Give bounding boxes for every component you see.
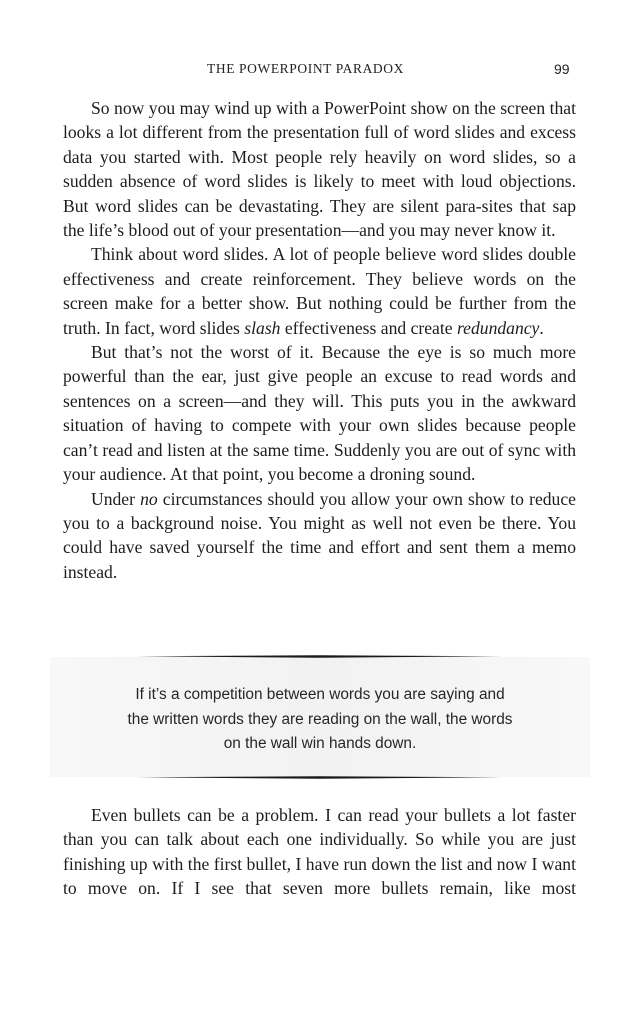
line: with your audience. At that point, you become a droning sound. — [63, 439, 576, 485]
line: I want to move on. If I see that seven more bullets remain, like most — [63, 853, 576, 899]
line: powerful than the ear, just give people an excuse to read words and — [63, 366, 576, 387]
emphasis: no — [140, 488, 158, 509]
pull-quote-line: on the wall win hands down. — [223, 735, 417, 753]
line: on the screen make for a better show. But nothing could be further — [63, 268, 576, 314]
line: can’t read and listen at the same time. Suddenly you are out of sync — [63, 439, 541, 460]
body-text-upper — [63, 96, 576, 584]
line: Under — [91, 488, 141, 509]
emphasis: slash — [244, 317, 281, 338]
pull-quote-top-rule — [136, 654, 502, 659]
line: never know it. — [454, 220, 556, 241]
line: and excess data you started with. Most people rely heavily on word — [63, 122, 576, 167]
running-title: THE POWERPOINT PARADOX — [207, 61, 404, 76]
pull-quote-bottom-rule — [136, 775, 502, 780]
line: slides, so a sudden absence of word slides is likely to meet with loud — [63, 146, 576, 192]
paragraph-4 — [63, 487, 576, 585]
line: from the truth. In fact, word slides — [63, 293, 577, 338]
paragraph-3 — [63, 340, 576, 486]
line: sites that sap the life’s blood out of your presentation—and you may — [63, 195, 577, 241]
paragraph-5 — [63, 803, 576, 901]
ornamental-rule-icon — [136, 775, 502, 780]
pull-quote-text — [50, 683, 590, 757]
line: sentences on a screen—and they will. This puts you in the awkward — [63, 390, 576, 411]
line: that looks a lot different from the presentation full of word slides — [63, 98, 576, 143]
line: circumstances should you allow your own show to — [157, 488, 524, 509]
running-header — [0, 61, 638, 81]
line: objections. But word slides can be devastating. They are silent para- — [63, 171, 576, 216]
pull-quote-line: the written words they are reading on the wall, the words — [127, 710, 513, 728]
line: reduce you to a background noise. You might as well not even be — [63, 488, 576, 533]
pull-quote-line: If it’s a competition between words you are saying and — [135, 686, 505, 703]
line: effectiveness and create — [280, 317, 453, 338]
line: double effectiveness and create reinforcement. They believe words — [63, 244, 576, 289]
body-text-lower — [63, 803, 576, 901]
line: than you can talk about each one individually. So while you are just — [63, 829, 576, 850]
line: them a memo instead. — [63, 537, 577, 582]
emphasis: redundancy — [456, 317, 540, 338]
line: finishing up with the first bullet, I have run down the list and now — [63, 853, 527, 874]
paragraph-1 — [63, 96, 576, 242]
line: So now you may wind up with a PowerPoint show on the screen — [91, 98, 546, 118]
paragraph-2 — [63, 242, 576, 340]
ornamental-rule-icon — [136, 654, 502, 659]
line: there. You could have saved yourself the time and effort and sent — [63, 512, 577, 558]
line: . — [539, 317, 544, 338]
line: situation of having to compete with your own slides because people — [63, 415, 576, 436]
line: Think about word slides. A lot of people believe word slides — [91, 244, 523, 265]
page-number: 99 — [554, 61, 570, 77]
line: But that’s not the worst of it. Because the eye is so much more — [91, 342, 576, 363]
line: Even bullets can be a problem. I can read your bullets a lot faster — [91, 805, 576, 825]
